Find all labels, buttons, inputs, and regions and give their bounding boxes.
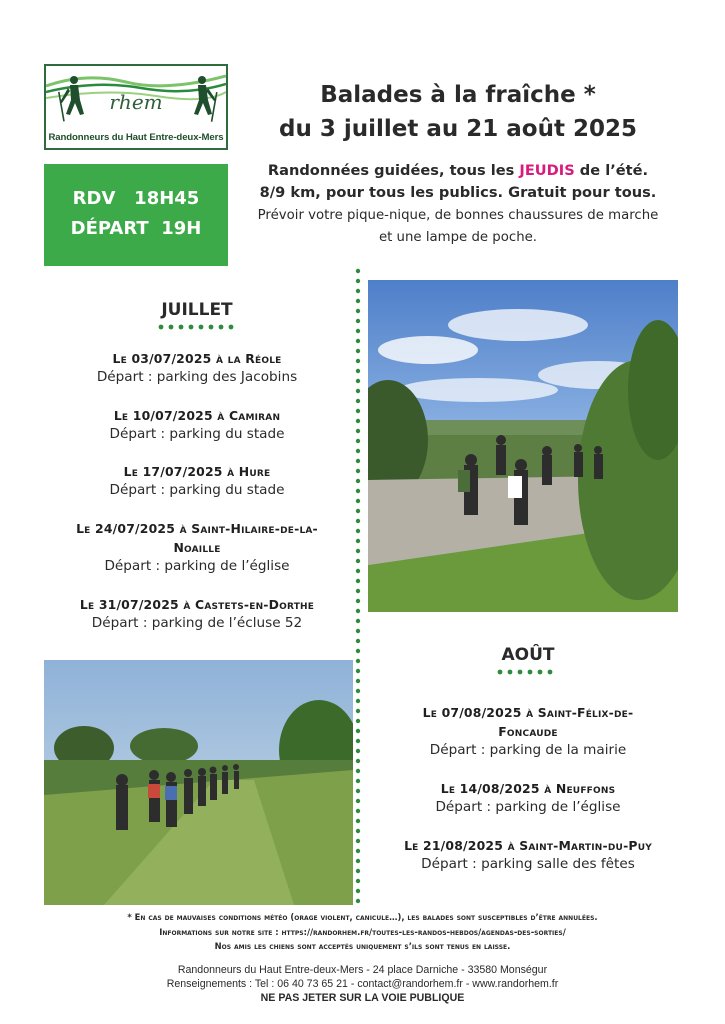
decor-dot [548,670,553,675]
entry-title: Le 07/08/2025 à Saint-Félix-de- [422,705,634,720]
entry-detail: Départ : parking salle des fêtes [421,856,635,872]
separator-dot [356,379,360,383]
separator-dot [356,439,360,443]
entry-title: Le 17/07/2025 à Hure [123,464,271,479]
july-heading [44,300,350,330]
note-line-2: Informations sur notre site : https://randorhem.fr/toutes-les-randos-hebdos/agendas-des-sorties/ [159,926,566,937]
separator-dot [356,879,360,883]
intro-line-1-start: Randonnées guidées, tous les [267,162,520,179]
separator-dot [356,419,360,423]
rdv-time: RDV 18H45 [72,188,200,209]
entry-title: Le 21/08/2025 à Saint-Martin-du-Puy [404,838,652,853]
separator-dot [356,519,360,523]
july-heading-text: JUILLET [161,300,233,320]
footer-address: Randonneurs du Haut Entre-deux-Mers - 24 place Darniche - 33580 Monségur [177,964,548,976]
separator-dot [356,339,360,343]
separator-dot [356,289,360,293]
entry-detail: Départ : parking de la mairie [429,742,627,758]
separator-dot [356,819,360,823]
departure-time: DÉPART 19H [70,218,202,239]
separator-dot [356,779,360,783]
separator-dot [356,459,360,463]
separator-dot [356,499,360,503]
separator-dot [356,429,360,433]
separator-dot [356,699,360,703]
separator-dot [356,589,360,593]
club-logo [44,64,228,150]
separator-dot [356,449,360,453]
separator-dot [356,539,360,543]
page-title [238,78,678,146]
entry-detail: Départ : parking du stade [109,426,285,442]
decor-dot [229,325,234,330]
separator-dot [356,299,360,303]
separator-dot [356,679,360,683]
decor-dot [508,670,513,675]
decor-dot [518,670,523,675]
disclaimer-note [30,910,695,954]
separator-dot [356,399,360,403]
decor-dot [538,670,543,675]
separator-dot [356,839,360,843]
intro-line-2: 8/9 km, pour tous les publics. Gratuit pour tous. [259,184,657,201]
separator-dot [356,389,360,393]
separator-dot [356,319,360,323]
entry-detail: Départ : parking de l’église [435,799,621,815]
decor-dot [189,325,194,330]
separator-dot [356,899,360,903]
decor-dot [528,670,533,675]
separator-dot [356,849,360,853]
separator-dot [356,829,360,833]
footer [60,963,665,1005]
decor-dot [498,670,503,675]
note-line-3: Nos amis les chiens sont acceptés uniquement s’ils sont tenus en laisse. [214,941,511,951]
separator-dot [356,749,360,753]
separator-dot [356,859,360,863]
separator-dot [356,649,360,653]
separator-dot [356,369,360,373]
hikers-vineyard-photo [368,280,678,612]
separator-dot [356,559,360,563]
entry-title-continued: Noaille [173,540,221,555]
title-line-2: du 3 juillet au 21 août 2025 [279,116,637,142]
entry-title: Le 24/07/2025 à Saint-Hilaire-de-la- [76,521,318,536]
rdv-box [44,164,228,266]
separator-dot [356,789,360,793]
july-entry-3 [44,462,350,500]
separator-dot [356,409,360,413]
hikers-line-photo [44,660,353,905]
intro-line-1 [236,160,680,182]
note-line-1: * En cas de mauvaises conditions météo (orage violent, canicule…), les balades sont susceptibles d’être annulées. [127,912,598,922]
separator-dot [356,269,360,273]
intro-line-4-text: et une lampe de poche. [378,230,538,245]
footer-contact: Renseignements : Tel : 06 40 73 65 21 - contact@randorhem.fr - www.randorhem.fr [166,978,559,990]
decor-dot [179,325,184,330]
august-heading-text: AOÛT [501,645,555,665]
separator-dot [356,329,360,333]
separator-dot [356,799,360,803]
july-heading-dots [157,324,237,330]
photo-illustration [368,280,678,612]
separator-dot [356,709,360,713]
intro-text [236,160,680,249]
logo-subtitle: Randonneurs du Haut Entre-deux-Mers [48,132,224,143]
decor-dot [209,325,214,330]
dotted-separator [355,268,361,904]
separator-dot [356,479,360,483]
decor-dot [219,325,224,330]
august-entry-2 [372,779,684,817]
logo-name: rhem [109,90,163,114]
separator-dot [356,489,360,493]
august-heading [372,645,684,675]
separator-dot [356,279,360,283]
separator-dot [356,619,360,623]
intro-line-1-end: de l’été. [574,162,649,179]
intro-line-3-text: Prévoir votre pique-nique, de bonnes chaussures de marche [257,208,659,223]
july-entry-2 [44,406,350,444]
decor-dot [159,325,164,330]
title-line-1: Balades à la fraîche * [320,82,596,108]
separator-dot [356,549,360,553]
august-entry-3 [372,836,684,874]
separator-dot [356,689,360,693]
footer-notice: NE PAS JETER SUR LA VOIE PUBLIQUE [260,992,465,1004]
july-entry-5 [44,595,350,633]
entry-title: Le 10/07/2025 à Camiran [113,408,281,423]
entry-title: Le 03/07/2025 à la Réole [112,351,282,366]
separator-dot [356,349,360,353]
separator-dot [356,629,360,633]
august-heading-dots [496,669,560,675]
separator-dot [356,509,360,513]
separator-dot [356,579,360,583]
separator-dot [356,609,360,613]
separator-dot [356,309,360,313]
separator-dot [356,729,360,733]
separator-dot [356,669,360,673]
july-entry-1 [44,349,350,387]
separator-dot [356,869,360,873]
separator-dot [356,529,360,533]
entry-detail: Départ : parking de l’écluse 52 [91,615,303,631]
separator-dot [356,719,360,723]
photo-illustration [44,660,353,905]
separator-dot [356,739,360,743]
entry-detail: Départ : parking des Jacobins [96,369,298,385]
separator-dot [356,809,360,813]
jeudis-highlight: JEUDIS [519,162,575,179]
separator-dot [356,469,360,473]
decor-dot [169,325,174,330]
separator-dot [356,599,360,603]
intro-line-3 [236,205,680,249]
decor-dot [199,325,204,330]
separator-dot [356,759,360,763]
entry-title: Le 31/07/2025 à Castets-en-Dorthe [79,597,315,612]
july-entry-4 [44,519,350,576]
entry-title: Le 14/08/2025 à Neuffons [440,781,616,796]
separator-dot [356,569,360,573]
entry-detail: Départ : parking de l’église [104,558,290,574]
entry-title-continued: Foncaude [498,724,558,739]
separator-dot [356,889,360,893]
entry-detail: Départ : parking du stade [109,482,285,498]
separator-dot [356,659,360,663]
separator-dot [356,769,360,773]
separator-dot [356,639,360,643]
august-entry-1 [372,703,684,760]
separator-dot [356,359,360,363]
